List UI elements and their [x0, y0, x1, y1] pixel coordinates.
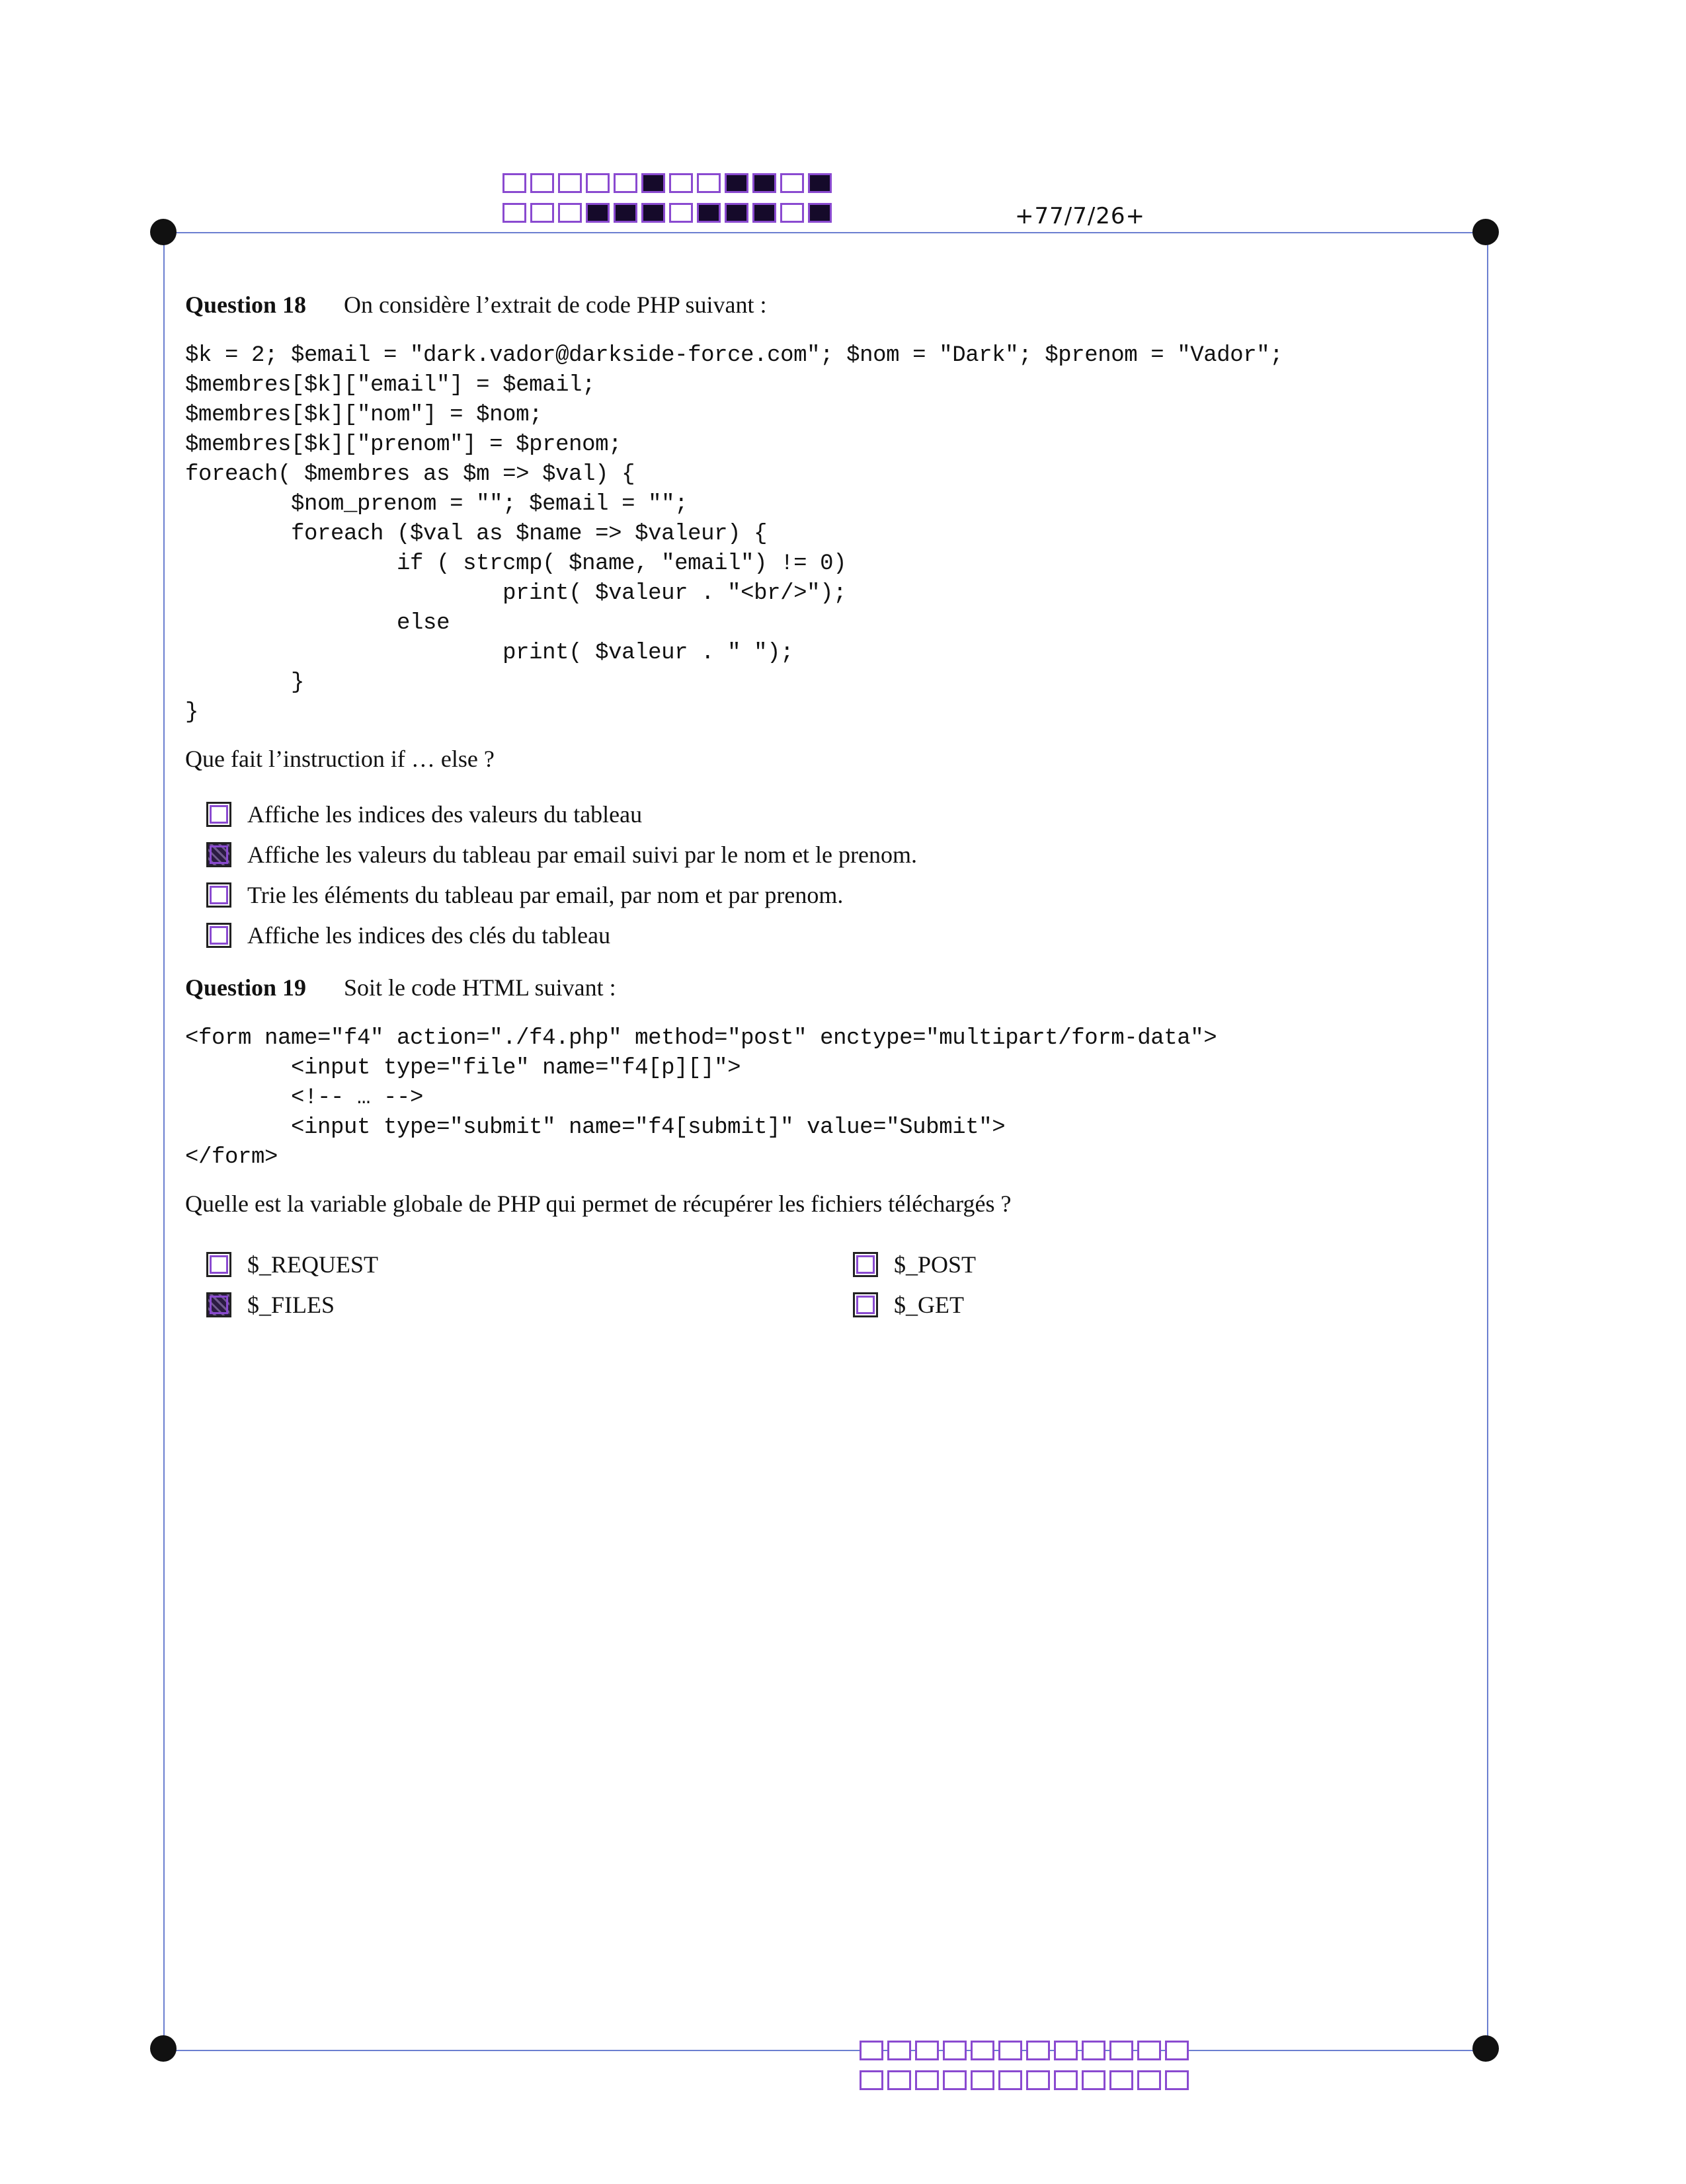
id-box	[1137, 2070, 1161, 2090]
checkbox[interactable]	[853, 1252, 878, 1277]
id-box	[530, 173, 554, 193]
answer-choice[interactable]	[206, 875, 1468, 915]
id-box	[808, 173, 832, 193]
top-id-boxes-row-1	[502, 173, 836, 193]
answer-label: $_POST	[894, 1251, 977, 1278]
id-box	[915, 2041, 939, 2060]
bottom-id-boxes-row-1	[860, 2041, 1193, 2060]
answer-label: Affiche les valeurs du tableau par email suivi par le nom et le prenom.	[247, 841, 917, 868]
checkbox[interactable]	[206, 923, 231, 948]
question-19-title: Soit le code HTML suivant :	[344, 974, 616, 1001]
id-box	[1054, 2041, 1078, 2060]
id-box	[1026, 2070, 1050, 2090]
checkbox[interactable]	[206, 1292, 231, 1317]
id-box	[1165, 2041, 1189, 2060]
id-box	[558, 203, 582, 223]
id-box	[998, 2041, 1022, 2060]
question-19-prompt: Quelle est la variable globale de PHP qui permet de récupérer les fichiers téléchargés ?	[185, 1190, 1012, 1217]
id-box	[641, 203, 665, 223]
id-box	[641, 173, 665, 193]
checkbox[interactable]	[206, 842, 231, 867]
registration-mark-bottom-right	[1472, 2035, 1499, 2062]
id-box	[558, 173, 582, 193]
answer-choice[interactable]	[206, 794, 1468, 834]
id-box	[1109, 2070, 1133, 2090]
question-19-code: <form name="f4" action="./f4.php" method="post" enctype="multipart/form-data"> <input type="file" name="f4[p][]"> <!-- … --> <input type="submit" name="f4[submit]" value="Submit"> </form>	[185, 1026, 1217, 1170]
question-19-header	[185, 974, 1468, 1001]
id-box	[1137, 2041, 1161, 2060]
id-box	[780, 173, 804, 193]
id-box	[1109, 2041, 1133, 2060]
id-box	[860, 2070, 883, 2090]
id-box	[860, 2041, 883, 2060]
id-box	[725, 173, 748, 193]
id-box	[586, 173, 610, 193]
id-box	[752, 203, 776, 223]
id-box	[752, 173, 776, 193]
id-box	[697, 203, 721, 223]
answer-label: $_GET	[894, 1291, 964, 1318]
registration-mark-bottom-left	[150, 2035, 177, 2062]
id-box	[1082, 2070, 1105, 2090]
answer-choice[interactable]	[853, 1244, 1316, 1284]
question-18-header	[185, 291, 1468, 319]
answer-choice[interactable]	[206, 834, 1468, 875]
question-19-choices	[206, 1244, 1468, 1325]
checkbox[interactable]	[206, 1252, 231, 1277]
id-box	[943, 2070, 967, 2090]
id-box	[725, 203, 748, 223]
question-19	[185, 974, 1468, 1325]
question-18-code: $k = 2; $email = "dark.vador@darkside-force.com"; $nom = "Dark"; $prenom = "Vador"; $membres[$k]["email"] = $email; $membres[$k]["nom"] = $nom; $membres[$k]["prenom"] = $prenom; foreach( $membres as $m => $val) { $nom_prenom = ""; $email = ""; foreach ($val as $name => $valeur) { if ( strcmp( $name, "email") != 0) print( $valeur . "<br/>"); else print( $valeur . " "); } }	[185, 343, 1283, 725]
id-box	[887, 2070, 911, 2090]
checkbox[interactable]	[206, 882, 231, 908]
id-box	[1054, 2070, 1078, 2090]
question-18-prompt: Que fait l’instruction if … else ?	[185, 746, 495, 772]
answer-choice[interactable]	[206, 915, 1468, 955]
answer-label: Affiche les indices des clés du tableau	[247, 921, 611, 949]
question-18-title: On considère l’extrait de code PHP suivant :	[344, 292, 767, 318]
answer-label: Affiche les indices des valeurs du tableau	[247, 800, 643, 828]
id-box	[887, 2041, 911, 2060]
answer-label: $_REQUEST	[247, 1251, 378, 1278]
id-box	[1082, 2041, 1105, 2060]
id-box	[971, 2041, 994, 2060]
id-box	[669, 203, 693, 223]
answer-choice[interactable]	[853, 1284, 1316, 1325]
id-box	[614, 203, 637, 223]
id-box	[669, 173, 693, 193]
registration-mark-top-left	[150, 219, 177, 245]
id-box	[502, 173, 526, 193]
bottom-id-boxes-row-2	[860, 2070, 1193, 2090]
id-box	[998, 2070, 1022, 2090]
answer-label: $_FILES	[247, 1291, 335, 1318]
question-19-number: Question 19	[185, 974, 307, 1001]
answer-choice[interactable]	[206, 1284, 853, 1325]
question-18-choices	[206, 794, 1468, 955]
top-id-boxes-row-2	[502, 203, 836, 223]
checkbox[interactable]	[853, 1292, 878, 1317]
id-box	[697, 173, 721, 193]
answer-choice[interactable]	[206, 1244, 853, 1284]
answer-label: Trie les éléments du tableau par email, par nom et par prenom.	[247, 881, 844, 908]
id-box	[586, 203, 610, 223]
registration-mark-top-right	[1472, 219, 1499, 245]
id-box	[530, 203, 554, 223]
id-box	[780, 203, 804, 223]
id-box	[502, 203, 526, 223]
id-box	[971, 2070, 994, 2090]
id-box	[1026, 2041, 1050, 2060]
checkbox[interactable]	[206, 802, 231, 827]
id-box	[943, 2041, 967, 2060]
page-content	[185, 291, 1468, 1325]
id-box	[808, 203, 832, 223]
question-18-number: Question 18	[185, 292, 307, 318]
id-box	[915, 2070, 939, 2090]
id-box	[1165, 2070, 1189, 2090]
page-code: +77/7/26+	[1015, 203, 1146, 229]
id-box	[614, 173, 637, 193]
